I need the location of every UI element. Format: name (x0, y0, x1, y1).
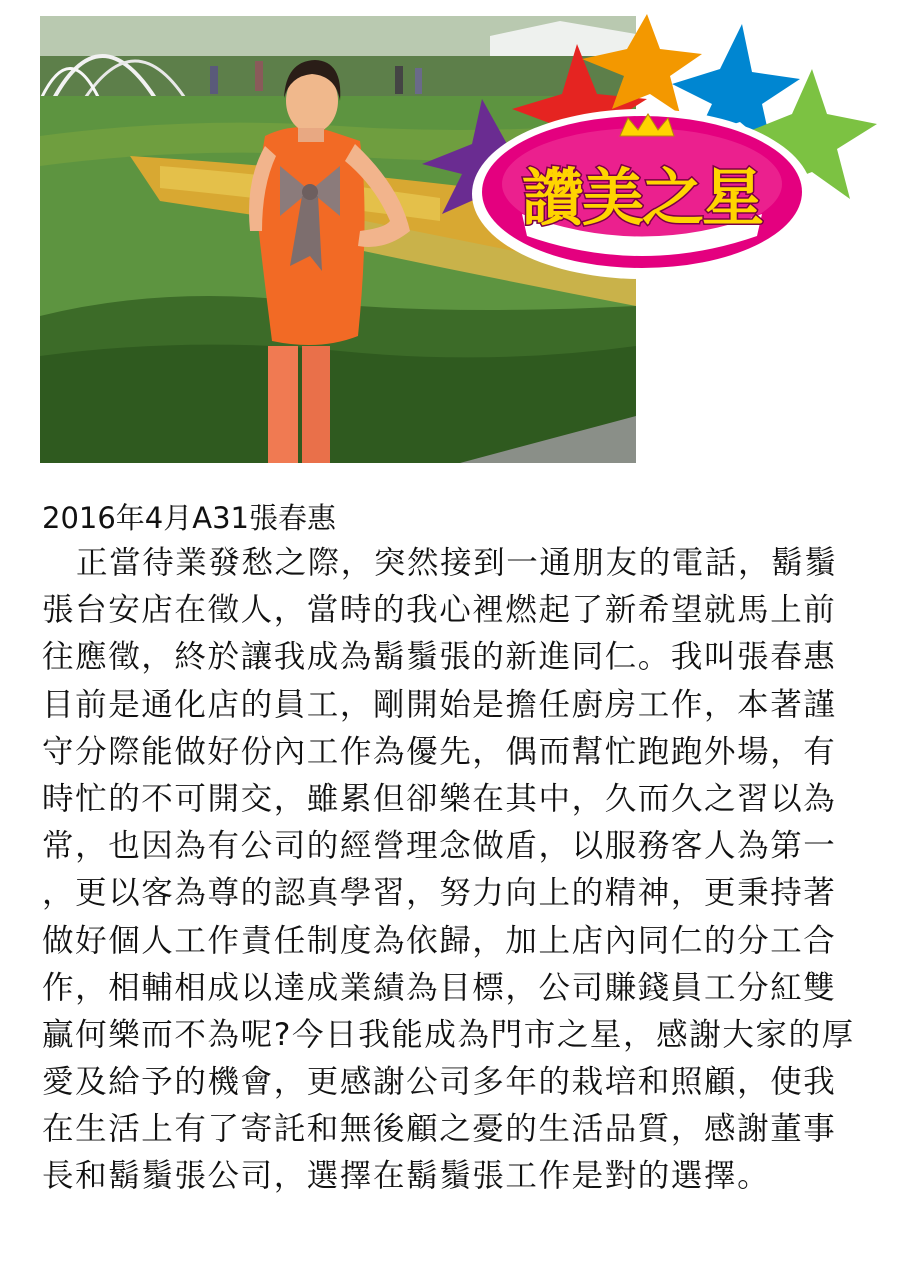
praise-star-badge (402, 14, 880, 294)
article-line: 長和鬍鬚張公司，選擇在鬍鬚張工作是對的選擇。 (42, 1158, 771, 1195)
article-line: 正當待業發愁之際，突然接到一通朋友的電話，鬍鬚 (76, 545, 838, 581)
article-line: 贏何樂而不為呢?今日我能成為門市之星，感謝大家的厚 (42, 1016, 855, 1053)
article-line: 常，也因為有公司的經營理念做盾，以服務客人為第一 (42, 828, 837, 865)
article-line: 目前是通化店的員工，剛開始是擔任廚房工作，本著謹 (42, 686, 837, 723)
article-line: 在生活上有了寄託和無後顧之憂的生活品質，感謝董事 (42, 1111, 837, 1148)
article-line: 作，相輔相成以達成業績為目標，公司賺錢員工分紅雙 (42, 969, 837, 1006)
article (42, 498, 892, 1201)
article-line: 往應徵，終於讓我成為鬍鬚張的新進同仁。我叫張春惠 (42, 639, 837, 676)
article-line: 愛及給予的機會，更感謝公司多年的栽培和照顧，使我 (42, 1064, 837, 1101)
badge-title: 讚美之星 (521, 161, 763, 234)
article-line: 守分際能做好份內工作為優先，偶而幫忙跑跑外場，有 (42, 733, 837, 770)
article-line: ，更以客為尊的認真學習，努力向上的精神，更秉持著 (42, 875, 837, 912)
article-line: 張台安店在徵人，當時的我心裡燃起了新希望就馬上前 (42, 592, 837, 629)
article-line: 時忙的不可開交，雖累但卻樂在其中，久而久之習以為 (42, 780, 837, 817)
article-byline: 2016年4月A31張春惠 (42, 501, 336, 535)
article-line: 做好個人工作責任制度為依歸，加上店內同仁的分工合 (42, 922, 837, 959)
